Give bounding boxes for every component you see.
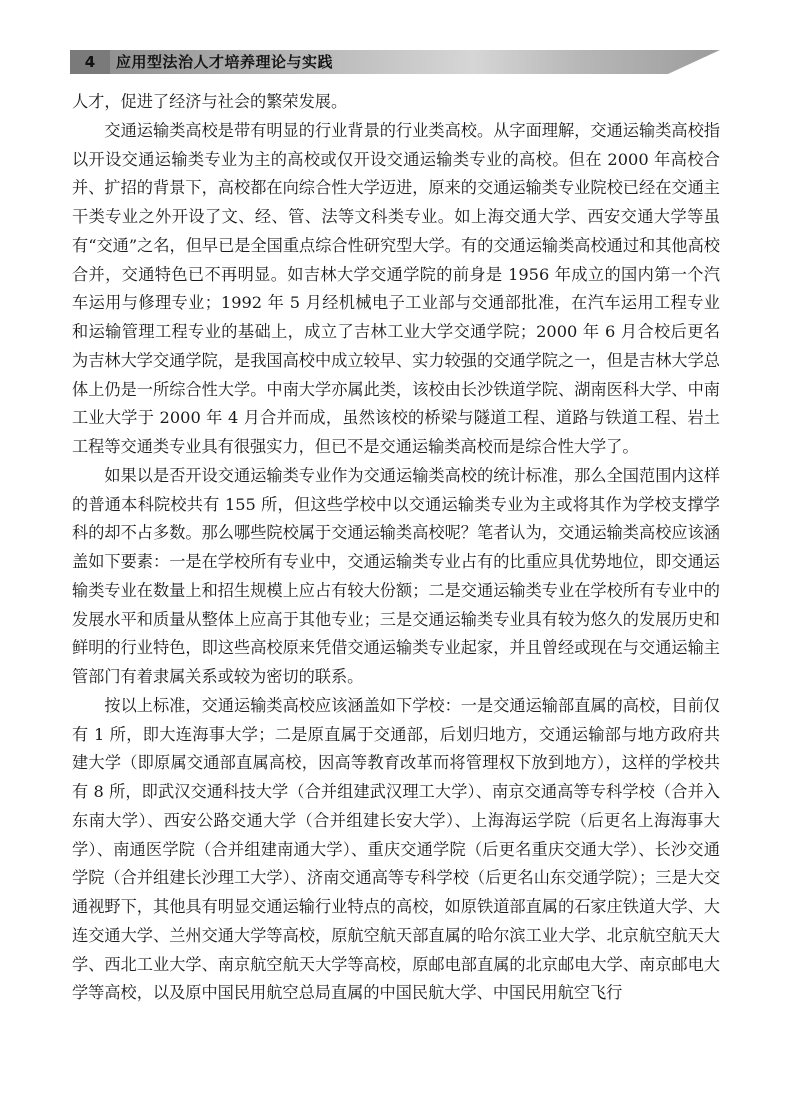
page-number: 4 xyxy=(70,50,110,74)
running-header xyxy=(70,50,720,74)
paragraph: 按以上标准，交通运输类高校应该涵盖如下学校：一是交通运输部直属的高校，目前仅有 1 所，即大连海事大学；二是原直属于交通部，后划归地方，交通运输部与地方政府共建大学（即原属交通部直属高校，因高等教育改革而将管理权下放到地方），这样的学校共有 8 所，即武汉交通科技大学（合并组建武汉理工大学）、南京交通高等专科学校（合并入东南大学）、西安公路交通大学（合并组建长安大学）、上海海运学院（后更名上海海事大学）、南通医学院（合并组建南通大学）、重庆交通学院（后更名重庆交通大学）、长沙交通学院（合并组建长沙理工大学）、济南交通高等专科学校（后更名山东交通学院）；三是大交通视野下，其他具有明显交通运输行业特点的高校，如原铁道部直属的石家庄铁道大学、大连交通大学、兰州交通大学等高校，原航空航天部直属的哈尔滨工业大学、北京航空航天大学、西北工业大学、南京航空航天大学等高校，原邮电部直属的北京邮电大学、南京邮电大学等高校，以及原中国民用航空总局直属的中国民航大学、中国民用航空飞行 xyxy=(72,695,720,1003)
paragraph-continuation: 人才，促进了经济与社会的繁荣发展。 xyxy=(72,92,348,111)
paragraph: 如果以是否开设交通运输类专业作为交通运输类高校的统计标准，那么全国范围内这样的普通本科院校共有 155 所，但这些学校中以交通运输类专业为主或将其作为学校支撑学科的却不占多数。那么哪些院校属于交通运输类高校呢？笔者认为，交通运输类高校应该涵盖如下要素：一是在学校所有专业中，交通运输类专业占有的比重应具优势地位，即交通运输类专业在数量上和招生规模上应占有较大份额；二是交通运输类专业在学校所有专业中的发展水平和质量从整体上应高于其他专业；三是交通运输类专业具有较为悠久的发展历史和鲜明的行业特色，即这些高校原来凭借交通运输类专业起家，并且曾经或现在与交通运输主管部门有着隶属关系或较为密切的联系。 xyxy=(72,465,720,686)
body-text xyxy=(72,88,720,1008)
paragraph: 交通运输类高校是带有明显的行业背景的行业类高校。从字面理解，交通运输类高校指以开设交通运输类专业为主的高校或仅开设交通运输类专业的高校。但在 2000 年高校合并、扩招的背景下，高校都在向综合性大学迈进，原来的交通运输类专业院校已经在交通主干类专业之外开设了文、经、管、法等文科类专业。如上海交通大学、西安交通大学等虽有“交通”之名，但早已是全国重点综合性研究型大学。有的交通运输类高校通过和其他高校合并，交通特色已不再明显。如吉林大学交通学院的前身是 1956 年成立的国内第一个汽车运用与修理专业；1992 年 5 月经机械电子工业部与交通部批准，在汽车运用工程专业和运输管理工程专业的基础上，成立了吉林工业大学交通学院；2000 年 6 月合校后更名为吉林大学交通学院，是我国高校中成立较早、实力较强的交通学院之一，但是吉林大学总体上仍是一所综合性大学。中南大学亦属此类，该校由长沙铁道学院、湖南医科大学、中南工业大学于 2000 年 4 月合并而成，虽然该校的桥梁与隧道工程、道路与铁道工程、岩土工程等交通类专业具有很强实力，但已不是交通运输类高校而是综合性大学了。 xyxy=(72,120,720,456)
book-title: 应用型法治人才培养理论与实践 xyxy=(116,53,334,71)
